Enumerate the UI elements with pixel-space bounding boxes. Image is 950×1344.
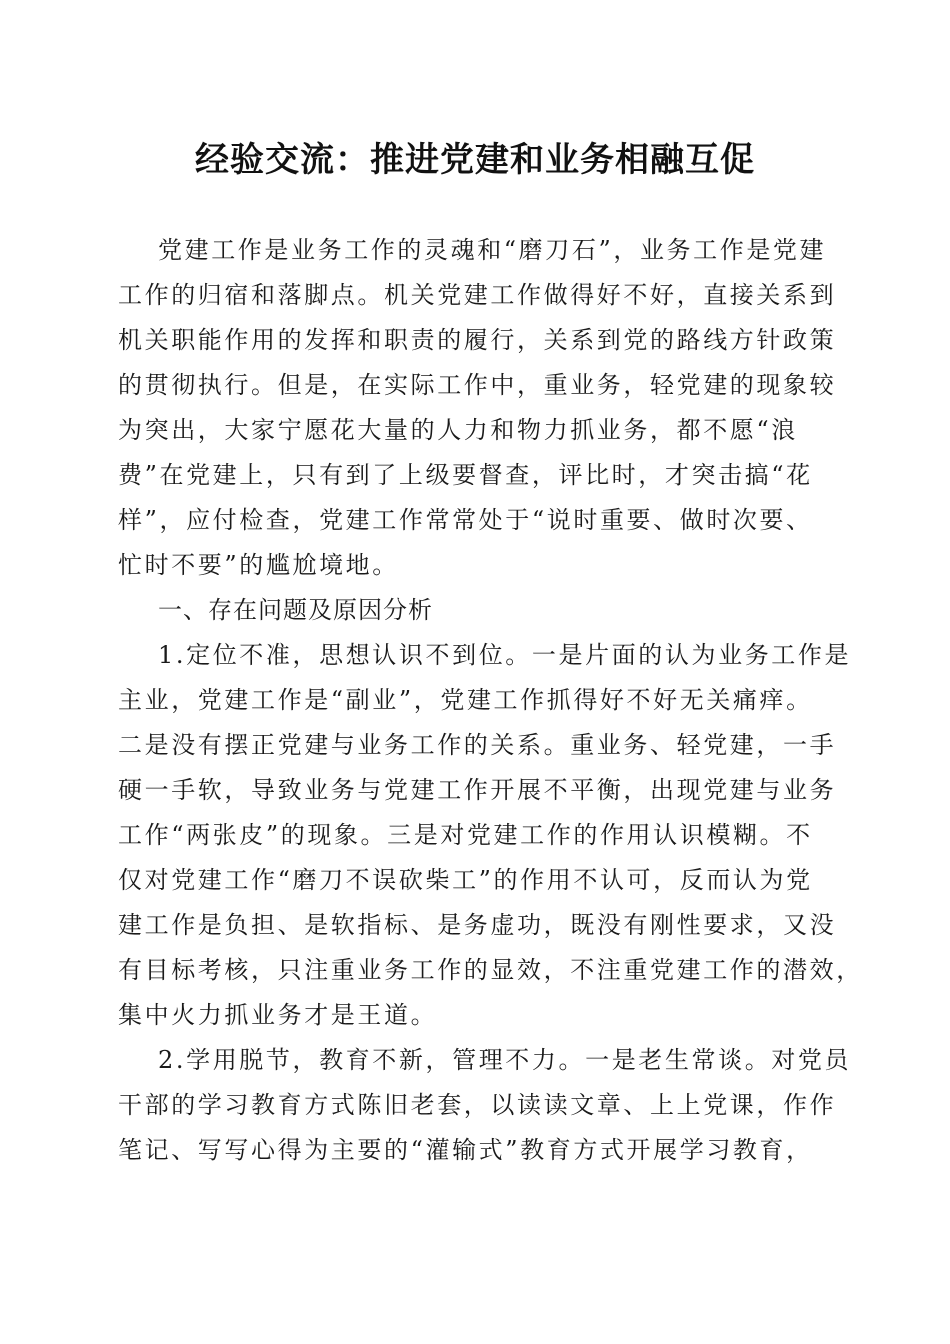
paragraph-line: 样”，应付检查，党建工作常常处于“说时重要、做时次要、 <box>118 506 813 534</box>
paragraph-line: 集中火力抓业务才是王道。 <box>118 1001 438 1029</box>
paragraph-line: 党建工作是业务工作的灵魂和“磨刀石”，业务工作是党建 <box>158 236 827 264</box>
paragraph-line: 干部的学习教育方式陈旧老套，以读读文章、上上党课，作作 <box>118 1091 837 1119</box>
point-2-paragraph <box>118 1038 852 1173</box>
point-1-paragraph <box>118 633 863 1038</box>
intro-paragraph <box>118 228 837 588</box>
document-title: 经验交流：推进党建和业务相融互促 <box>195 140 755 180</box>
paragraph-line: 笔记、写写心得为主要的“灌输式”教育方式开展学习教育， <box>118 1136 813 1164</box>
paragraph-line: 2.学用脱节，教育不新，管理不力。一是老生常谈。对党员 <box>158 1046 852 1074</box>
document-body <box>118 228 863 1173</box>
paragraph-line: 工作“两张皮”的现象。三是对党建工作的作用认识模糊。不 <box>118 821 813 849</box>
paragraph-line: 机关职能作用的发挥和职责的履行，关系到党的路线方针政策 <box>118 326 837 354</box>
section-heading: 一、存在问题及原因分析 <box>158 596 433 624</box>
paragraph-line: 仅对党建工作“磨刀不误砍柴工”的作用不认可，反而认为党 <box>118 866 813 894</box>
paragraph-line: 有目标考核，只注重业务工作的显效，不注重党建工作的潜效， <box>118 956 863 984</box>
paragraph-line: 建工作是负担、是软指标、是务虚功，既没有刚性要求，又没 <box>118 911 837 939</box>
paragraph-line: 的贯彻执行。但是，在实际工作中，重业务，轻党建的现象较 <box>118 371 837 399</box>
paragraph-line: 为突出，大家宁愿花大量的人力和物力抓业务，都不愿“浪 <box>118 416 798 444</box>
paragraph-line: 1.定位不准，思想认识不到位。一是片面的认为业务工作是 <box>158 641 852 669</box>
paragraph-line: 费”在党建上，只有到了上级要督查，评比时，才突击搞“花 <box>118 461 813 489</box>
paragraph-line: 硬一手软，导致业务与党建工作开展不平衡，出现党建与业务 <box>118 776 837 804</box>
paragraph-line: 忙时不要”的尴尬境地。 <box>118 551 399 579</box>
paragraph-line: 工作的归宿和落脚点。机关党建工作做得好不好，直接关系到 <box>118 281 837 309</box>
paragraph-line: 二是没有摆正党建与业务工作的关系。重业务、轻党建，一手 <box>118 731 837 759</box>
paragraph-line: 主业，党建工作是“副业”，党建工作抓得好不好无关痛痒。 <box>118 686 813 714</box>
